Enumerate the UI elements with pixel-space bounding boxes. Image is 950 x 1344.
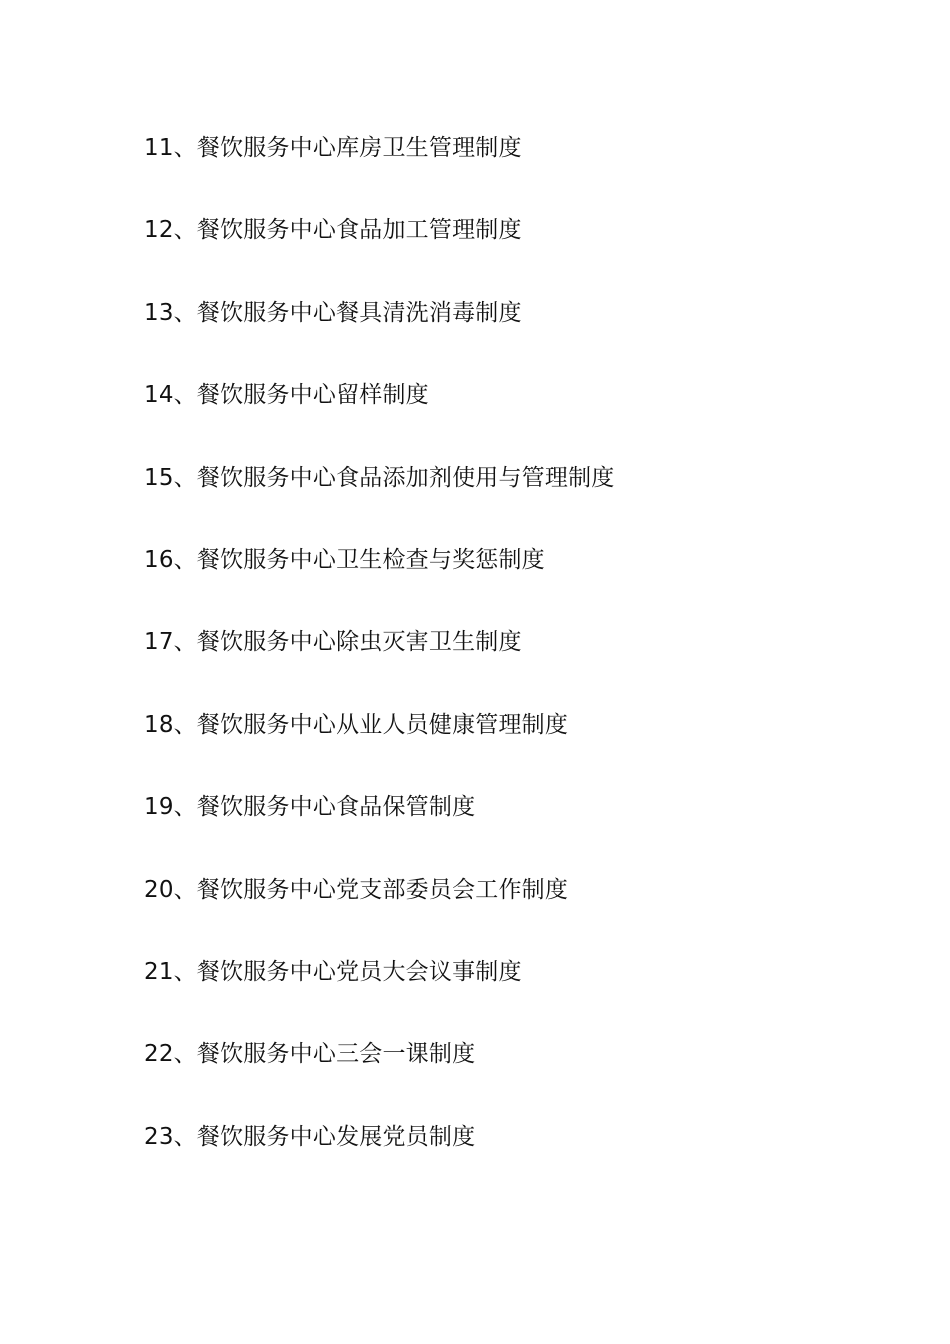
list-item: 20、餐饮服务中心党支部委员会工作制度 <box>144 876 569 903</box>
list-item: 18、餐饮服务中心从业人员健康管理制度 <box>144 711 569 738</box>
list-item: 14、餐饮服务中心留样制度 <box>144 382 429 409</box>
list-item: 13、餐饮服务中心餐具清洗消毒制度 <box>144 299 522 326</box>
list-item: 21、餐饮服务中心党员大会议事制度 <box>144 958 522 985</box>
list-item: 12、餐饮服务中心食品加工管理制度 <box>144 217 522 244</box>
list-item: 16、餐饮服务中心卫生检查与奖惩制度 <box>144 546 545 573</box>
list-item: 15、餐饮服务中心食品添加剂使用与管理制度 <box>144 464 615 491</box>
list-item: 11、餐饮服务中心库房卫生管理制度 <box>144 135 522 161</box>
list-item: 19、餐饮服务中心食品保管制度 <box>144 794 476 821</box>
list-item: 23、餐饮服务中心发展党员制度 <box>144 1123 476 1150</box>
list-item: 17、餐饮服务中心除虫灭害卫生制度 <box>144 629 522 656</box>
regulation-list <box>144 128 614 1199</box>
list-item: 22、餐饮服务中心三会一课制度 <box>144 1041 476 1068</box>
